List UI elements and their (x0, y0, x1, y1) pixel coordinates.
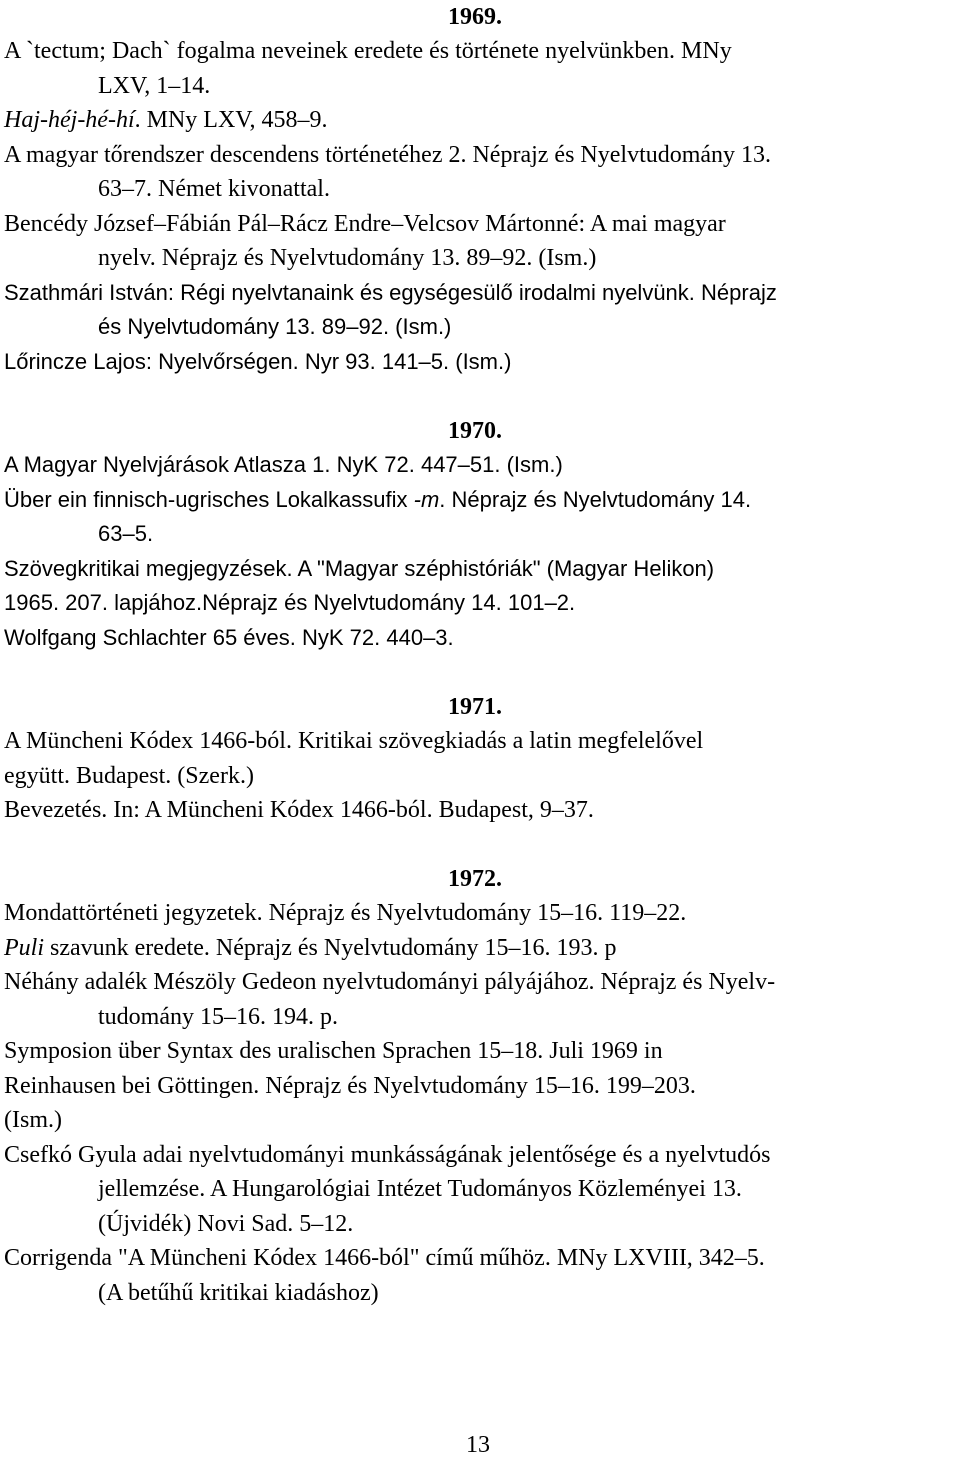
bibliography-entry-continuation: és Nyelvtudomány 13. 89–92. (Ism.) (98, 314, 452, 339)
bibliography-entry (4, 103, 328, 137)
italic-suffix: -m (413, 487, 440, 512)
bibliography-entry: Szathmári István: Régi nyelvtanaink és egységesülő irodalmi nyelvünk. Néprajz (4, 280, 777, 305)
bibliography-entry: Bencédy József–Fábián Pál–Rácz Endre–Velcsov Mártonné: A mai magyar (4, 211, 726, 237)
bibliography-entry: Symposion über Syntax des uralischen Sprachen 15–18. Juli 1969 in (4, 1038, 663, 1064)
bibliography-entry (4, 483, 751, 517)
entry-text: . MNy LXV, 458–9. (134, 107, 328, 133)
bibliography-entry (4, 931, 617, 965)
year-heading: 1971. (448, 694, 502, 720)
bibliography-entry-continuation: (Újvidék) Novi Sad. 5–12. (98, 1211, 354, 1237)
bibliography-entry: Lőrincze Lajos: Nyelvőrségen. Nyr 93. 141–5. (Ism.) (4, 349, 512, 374)
bibliography-entry: Szövegkritikai megjegyzések. A "Magyar széphistóriák" (Magyar Helikon) (4, 556, 715, 581)
bibliography-entry-continuation: 63–7. Német kivonattal. (98, 176, 330, 202)
italic-title: Haj-héj-hé-hí (4, 107, 135, 133)
bibliography-entry: Csefkó Gyula adai nyelvtudományi munkásságának jelentősége és a nyelvtudós (4, 1142, 771, 1168)
italic-word: Puli (4, 935, 44, 961)
bibliography-entry: Corrigenda "A Müncheni Kódex 1466-ból" című műhöz. MNy LXVIII, 342–5. (4, 1245, 765, 1271)
bibliography-entry-continuation: nyelv. Néprajz és Nyelvtudomány 13. 89–92. (Ism.) (98, 245, 597, 271)
bibliography-entry: A Magyar Nyelvjárások Atlasza 1. NyK 72. 447–51. (Ism.) (4, 452, 563, 477)
bibliography-entry-continuation: LXV, 1–14. (98, 73, 211, 99)
page-number: 13 (466, 1432, 490, 1458)
bibliography-entry: A Müncheni Kódex 1466-ból. Kritikai szövegkiadás a latin megfelelővel (4, 728, 704, 754)
bibliography-entry-continuation: 1965. 207. lapjához.Néprajz és Nyelvtudomány 14. 101–2. (4, 590, 576, 615)
entry-text: szavunk eredete. Néprajz és Nyelvtudomány 15–16. 193. p (44, 935, 617, 961)
bibliography-entry: Néhány adalék Mészöly Gedeon nyelvtudományi pályájához. Néprajz és Nyelv- (4, 969, 776, 995)
bibliography-entry-continuation: (A betűhű kritikai kiadáshoz) (98, 1280, 379, 1306)
bibliography-entry: Bevezetés. In: A Müncheni Kódex 1466-ból. Budapest, 9–37. (4, 797, 594, 823)
bibliography-entry: Mondattörténeti jegyzetek. Néprajz és Nyelvtudomány 15–16. 119–22. (4, 900, 687, 926)
bibliography-entry-continuation: Reinhausen bei Göttingen. Néprajz és Nyelvtudomány 15–16. 199–203. (4, 1073, 696, 1099)
bibliography-entry-continuation: együtt. Budapest. (Szerk.) (4, 763, 254, 789)
bibliography-entry: Wolfgang Schlachter 65 éves. NyK 72. 440–3. (4, 625, 454, 650)
bibliography-entry-continuation: 63–5. (98, 521, 154, 546)
bibliography-entry-continuation: jellemzése. A Hungarológiai Intézet Tudományos Közleményei 13. (98, 1176, 742, 1202)
year-heading: 1970. (448, 418, 502, 444)
bibliography-entry-continuation: (Ism.) (4, 1107, 62, 1133)
year-heading: 1972. (448, 866, 502, 892)
bibliography-entry: A magyar tőrendszer descendens történetéhez 2. Néprajz és Nyelvtudomány 13. (4, 142, 772, 168)
bibliography-entry-continuation: tudomány 15–16. 194. p. (98, 1004, 338, 1030)
bibliography-entry: A `tectum; Dach` fogalma neveinek eredete és története nyelvünkben. MNy (4, 38, 732, 64)
entry-text: Über ein finnisch-ugrisches Lokalkassufix (4, 487, 414, 512)
year-heading: 1969. (448, 4, 502, 30)
entry-text: . Néprajz és Nyelvtudomány 14. (439, 487, 752, 512)
